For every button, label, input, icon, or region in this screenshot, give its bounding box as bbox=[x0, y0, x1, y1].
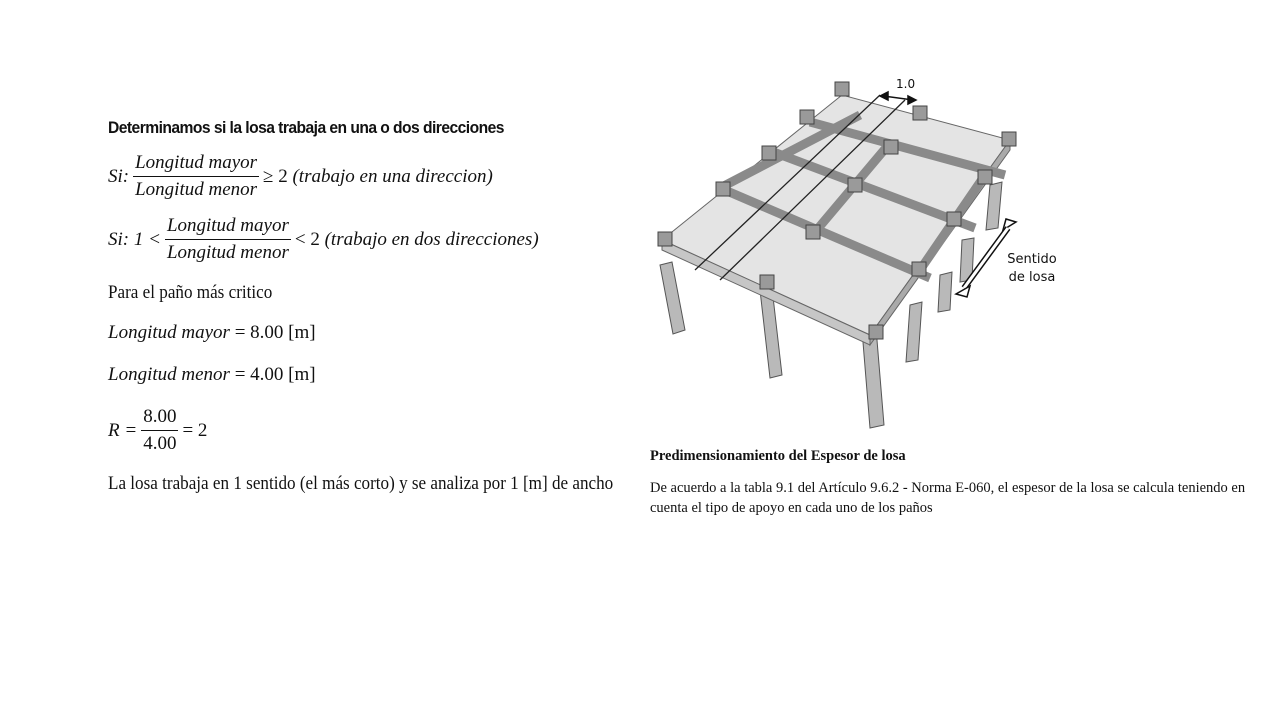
eq2-relation: < 2 bbox=[294, 228, 320, 250]
dimension-label: 1.0 bbox=[896, 77, 916, 91]
eq1-note: (trabajo en una direccion) bbox=[292, 165, 493, 187]
longitud-menor-label: Longitud menor bbox=[108, 364, 230, 385]
longitud-mayor-label: Longitud mayor bbox=[108, 322, 230, 343]
eq1-relation: ≥ 2 bbox=[263, 165, 288, 187]
ratio-result: = 2 bbox=[182, 419, 208, 441]
longitud-menor-value: = 4.00 [m] bbox=[234, 364, 316, 385]
eq1-prefix: Si: bbox=[108, 165, 130, 187]
dimension-arrow bbox=[880, 92, 916, 104]
conclusion-text: La losa trabaja en 1 sentido (el más corto) y se analiza por 1 [m] de ancho bbox=[108, 473, 614, 494]
ratio-denominator: 4.00 bbox=[143, 433, 177, 454]
direction-label-line1: Sentido bbox=[1007, 252, 1057, 267]
eq1-denominator: Longitud menor bbox=[135, 179, 258, 200]
section-heading: Determinamos si la losa trabaja en una o dos direcciones bbox=[108, 118, 504, 137]
ratio-numerator: 8.00 bbox=[141, 406, 178, 431]
eq2-note: (trabajo en dos direcciones) bbox=[324, 228, 539, 250]
eq2-prefix: Si: 1 < bbox=[108, 228, 161, 250]
critical-panel-text: Para el paño más critico bbox=[108, 282, 273, 303]
eq2-numerator: Longitud mayor bbox=[165, 215, 291, 240]
ratio-label: R = bbox=[108, 419, 138, 441]
eq2-denominator: Longitud menor bbox=[166, 242, 289, 263]
longitud-mayor-value: = 8.00 [m] bbox=[234, 322, 316, 343]
predimension-body: De acuerdo a la tabla 9.1 del Artículo 9.6.2 - Norma E-060, el espesor de la losa se calcula teniendo en cuenta el tipo de apoyo en cada uno de los paños bbox=[650, 480, 1246, 516]
predimension-title: Predimensionamiento del Espesor de losa bbox=[650, 448, 906, 464]
direction-label-line2: de losa bbox=[1008, 270, 1056, 285]
eq1-numerator: Longitud mayor bbox=[133, 152, 259, 177]
